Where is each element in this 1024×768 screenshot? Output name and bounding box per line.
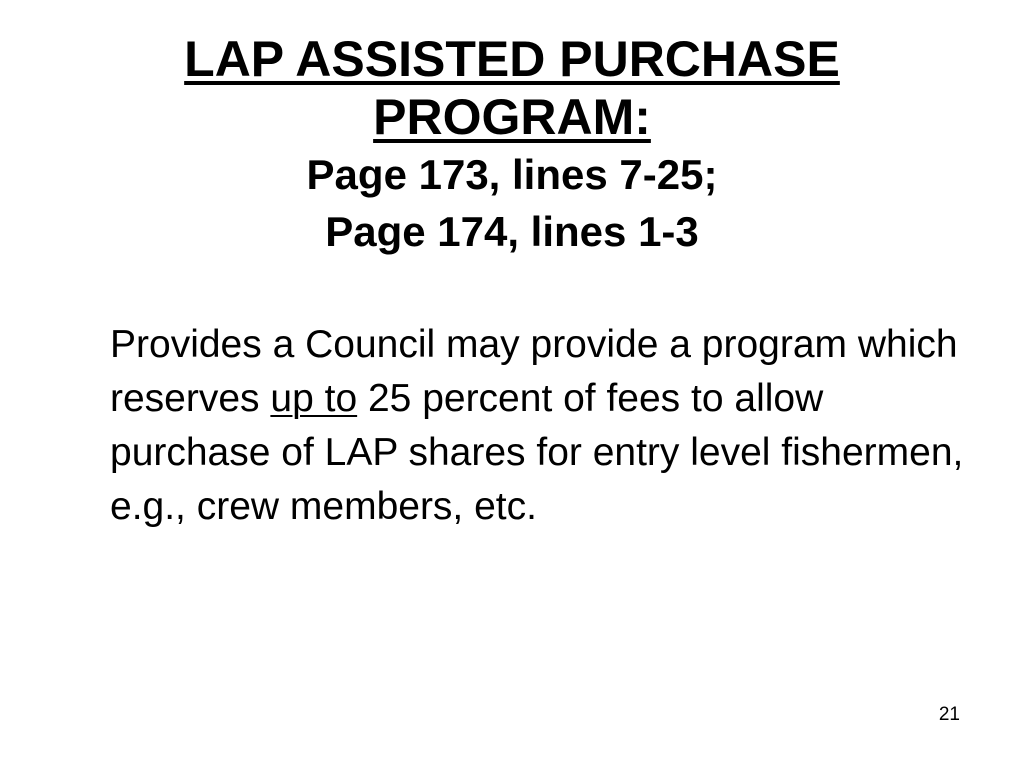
- title-line-1: [0, 30, 1024, 88]
- body-emphasis-up-to: up to: [270, 377, 358, 420]
- subtitle-line-1: Page 173, lines 7-25;: [306, 151, 718, 198]
- page-number: 21: [938, 704, 960, 725]
- slide-title: [0, 30, 1024, 260]
- title-line-1-text: LAP ASSISTED PURCHASE: [184, 31, 840, 87]
- subtitle-line-2: Page 174, lines 1-3: [325, 208, 699, 255]
- title-line-2: [0, 88, 1024, 146]
- body-text-part-2: 25 percent of fees to allow purchase of LAP shares for entry level fishermen, e.g., crew members, etc.: [110, 377, 964, 528]
- body-paragraph: [110, 318, 990, 534]
- title-line-2-text: PROGRAM:: [373, 89, 651, 145]
- body-text-part-1: Provides a Council may provide a program which reserves: [110, 323, 958, 420]
